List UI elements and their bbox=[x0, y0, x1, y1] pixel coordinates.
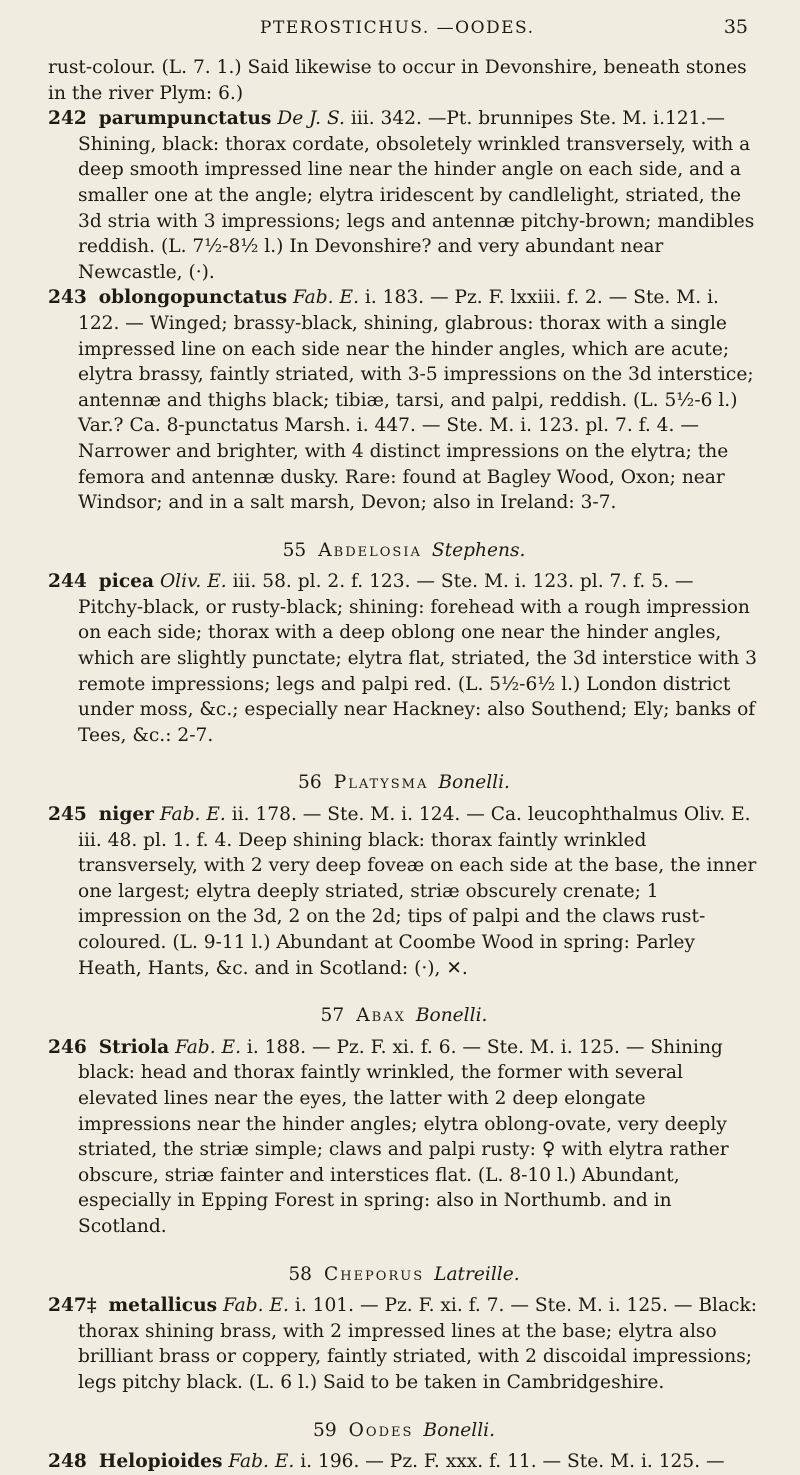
entry-number: 246 bbox=[48, 1036, 87, 1058]
genus-name: Cheporus bbox=[324, 1263, 425, 1285]
entry-number: 244 bbox=[48, 571, 87, 593]
intro-continuation: rust-colour. (L. 7. 1.) Said likewise to occur in Devonshire, beneath stones in the river Plym: 6.) bbox=[48, 57, 747, 104]
genus-name: Abax bbox=[356, 1005, 406, 1027]
body-text bbox=[48, 55, 760, 1475]
species-entry bbox=[48, 1449, 760, 1475]
genus-number: 57 bbox=[320, 1005, 345, 1027]
entry-number: 242 bbox=[48, 108, 87, 130]
running-head bbox=[0, 14, 800, 42]
genus-name: Oodes bbox=[348, 1419, 414, 1441]
species-entry bbox=[48, 1035, 760, 1240]
species-author: De J. S. bbox=[277, 108, 345, 130]
species-name: Striola bbox=[98, 1036, 170, 1058]
genus-number: 58 bbox=[288, 1263, 312, 1285]
genus-name: Abdelosia bbox=[318, 539, 422, 561]
genus-author: Stephens. bbox=[431, 539, 526, 561]
genus-heading bbox=[48, 538, 760, 564]
species-author: Fab. E. bbox=[159, 804, 226, 826]
species-name: parumpunctatus bbox=[98, 108, 272, 130]
species-entry bbox=[48, 802, 760, 981]
species-entry bbox=[48, 569, 760, 748]
species-entry bbox=[48, 285, 760, 413]
genus-number: 56 bbox=[298, 772, 322, 794]
genus-author: Bonelli. bbox=[423, 1419, 495, 1441]
species-author: Fab. E. bbox=[228, 1451, 295, 1473]
page-number: 35 bbox=[723, 16, 748, 38]
genus-heading bbox=[48, 770, 760, 796]
genus-heading bbox=[48, 1003, 760, 1029]
entry-text: iii. 342. —Pt. brunnipes Ste. M. i.121.—Shining, black: thorax cordate, obsoletely wrinkled transversely, with a deep smooth impressed line near the hinder angle on each side, and a smaller one at the angle; elytra iridescent by candlelight, striated, the 3d stria with 3 impressions; legs and antennæ pitchy-brown; mandibles reddish. (L. 7½-8½ l.) In Devonshire? and very abundant near Newcastle, (·). bbox=[78, 108, 755, 283]
species-author: Fab. E. bbox=[223, 1295, 289, 1317]
species-name: Helopioides bbox=[98, 1451, 223, 1473]
genus-name: Platysma bbox=[333, 772, 429, 794]
species-name: metallicus bbox=[108, 1295, 218, 1317]
genus-heading bbox=[48, 1262, 760, 1288]
entry-number: 248 bbox=[48, 1451, 87, 1473]
variety-note: Var.? Ca. 8-punctatus Marsh. i. 447. — Ste. M. i. 123. pl. 7. f. 4. — Narrower and brighter, with 4 distinct impressions on the elytra; the femora and antennæ dusky. Rare: found at Bagley Wood, Oxon; near Windsor; and in a salt marsh, Devon; also in Ireland: 3-7. bbox=[78, 415, 729, 514]
entry-text: i. 101. — Pz. F. xi. f. 7. — Ste. M. i. 125. — Black: thorax shining brass, with 2 impressed lines at the base; elytra also brilliant brass or coppery, faintly striated, with 2 discoidal impressions; legs pitchy black. (L. 6 l.) Said to be taken in Cambridgeshire. bbox=[78, 1295, 757, 1393]
species-name: niger bbox=[98, 804, 154, 826]
genus-author: Bonelli. bbox=[438, 772, 510, 794]
entry-text: i. 188. — Pz. F. xi. f. 6. — Ste. M. i. 125. — Shining black: head and thorax faintly wrinkled, the former with several elevated lines near the eyes, the latter with 2 deep elongate impressions near the hinder angles; elytra oblong-ovate, very deeply striated, the striæ simple; claws and palpi rusty: ♀ with elytra rather obscure, striæ fainter and interstices flat. (L. 8-10 l.) Abundant, especially in Epping Forest in spring: also in Northumb. and in Scotland. bbox=[78, 1036, 729, 1237]
species-name: picea bbox=[98, 571, 155, 593]
species-author: Fab. E. bbox=[175, 1036, 241, 1058]
entry-number: 247‡ bbox=[48, 1295, 97, 1317]
species-author: Oliv. E. bbox=[159, 571, 227, 593]
species-entry bbox=[48, 106, 760, 285]
genus-author: Bonelli. bbox=[415, 1005, 488, 1027]
entry-number: 243 bbox=[48, 287, 87, 309]
species-author: Fab. E. bbox=[293, 287, 359, 309]
species-entry bbox=[48, 1293, 760, 1395]
genus-author: Latreille. bbox=[434, 1263, 520, 1285]
genus-number: 55 bbox=[282, 539, 307, 561]
entry-text: ii. 178. — Ste. M. i. 124. — Ca. leucophthalmus Oliv. E. iii. 48. pl. 1. f. 4. Deep shining black: thorax faintly wrinkled transversely, with 2 very deep foveæ on each side at the base, the inner one largest; elytra deeply striated, striæ obscurely crenate; 1 impression on the 3d, 2 on the 2d; tips of palpi and the claws rust-coloured. (L. 9-11 l.) Abundant at Coombe Wood in spring: Parley Heath, Hants, &c. and in Scotland: (·), ✕. bbox=[78, 804, 757, 979]
running-title: PTEROSTICHUS. —OODES. bbox=[260, 18, 535, 38]
entry-text: i. 196. — Pz. F. xxx. f. 11. — Ste. M. i. 125. — bbox=[294, 1451, 725, 1473]
entry-text: i. 183. — Pz. F. lxxiii. f. 2. — Ste. M. i. 122. — Winged; brassy-black, shining, glabrous: thorax with a single impressed line on each side near the hinder angles, which are acute; elytra brassy, faintly striated, with 3-5 impressions on the 3d interstice; antennæ and thighs black; tibiæ, tarsi, and palpi, reddish. (L. 5½-6 l.) bbox=[78, 287, 754, 411]
species-name: oblongopunctatus bbox=[98, 287, 288, 309]
genus-number: 59 bbox=[313, 1419, 337, 1441]
entry-text: iii. 58. pl. 2. f. 123. — Ste. M. i. 123. pl. 7. f. 5. — Pitchy-black, or rusty-black; shining: forehead with a rough impression on each side; thorax with a deep oblong one near the hinder angles, which are slightly punctate; elytra flat, striated, the 3d interstice with 3 remote impressions; legs and palpi red. (L. 5½-6½ l.) London district under moss, &c.; especially near Hackney: also Southend; Ely; banks of Tees, &c.: 2-7. bbox=[78, 571, 757, 746]
entry-number: 245 bbox=[48, 804, 87, 826]
genus-heading bbox=[48, 1418, 760, 1444]
